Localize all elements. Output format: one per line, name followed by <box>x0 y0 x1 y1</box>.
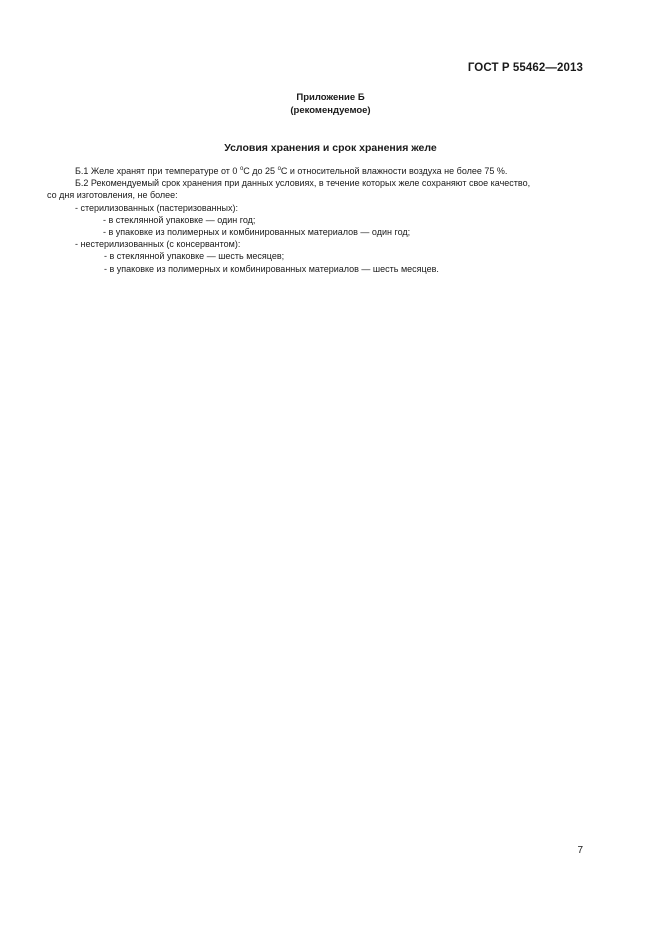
paragraph-b2-line2: со дня изготовления, не более: <box>47 190 178 201</box>
document-code: ГОСТ Р 55462—2013 <box>467 62 583 74</box>
annex-status: (рекомендуемое) <box>290 105 371 116</box>
page-number: 7 <box>577 845 583 856</box>
section-title: Условия хранения и срок хранения желе <box>224 142 437 154</box>
list-item: - в стеклянной упаковке — один год; <box>103 214 256 225</box>
list-item: - в стеклянной упаковке — шесть месяцев; <box>104 251 285 262</box>
annex-title: Приложение Б <box>296 92 365 103</box>
section-body <box>47 165 587 275</box>
paragraph-b2-line1: Б.2 Рекомендуемый срок хранения при данных условиях, в течение которых желе сохраняют свое качество, <box>75 178 531 189</box>
annex-heading <box>0 91 661 117</box>
paragraph-b1: Б.1 Желе хранят при температуре от 0 $^о$С до 25 $^о$С и относительной влажности воздуха не более 75 %. <box>75 166 508 176</box>
list-item: - в упаковке из полимерных и комбинированных материалов — шесть месяцев. <box>104 263 439 274</box>
list-group-title: - стерилизованных (пастеризованных): <box>75 202 239 213</box>
degree-superscript: о <box>277 166 281 172</box>
list-item: - в упаковке из полимерных и комбинированных материалов — один год; <box>103 227 411 238</box>
degree-superscript: о <box>239 166 244 172</box>
list-group-title: - нестерилизованных (с консервантом): <box>75 239 241 250</box>
